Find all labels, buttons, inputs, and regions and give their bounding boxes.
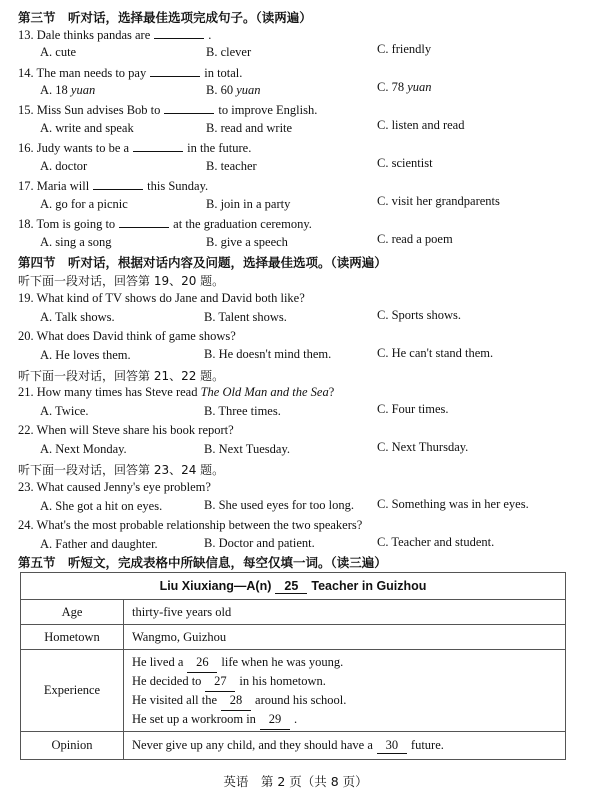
section4-intro-3: 听下面一段对话，回答第 23、24 题。: [18, 463, 225, 477]
question-19: 19. What kind of TV shows do Jane and David both like?: [18, 291, 305, 305]
blank-27: 27: [205, 672, 235, 692]
q24-option-c: C. Teacher and student.: [377, 535, 495, 549]
q16-option-b: B. teacher: [206, 159, 257, 173]
section4-title: 第四节 听对话，根据对话内容及问题，选择最佳选项。（读两遍）: [18, 255, 387, 270]
q15-option-c: C. listen and read: [377, 118, 465, 132]
info-table: [20, 572, 566, 760]
q23-option-b: B. She used eyes for too long.: [204, 498, 354, 512]
age-label: Age: [21, 600, 124, 625]
section4-intro-1: 听下面一段对话，回答第 19、20 题。: [18, 274, 225, 288]
experience-line-4: He set up a workroom in 29 .: [132, 710, 565, 729]
q18-option-a: A. sing a song: [40, 235, 112, 249]
question-17: 17. Maria will this Sunday.: [18, 179, 209, 193]
section5-title: 第五节 听短文，完成表格中所缺信息，每空仅填一词。（读三遍）: [18, 555, 387, 570]
blank-25: 25: [275, 579, 307, 594]
q22-option-a: A. Next Monday.: [40, 442, 127, 456]
question-24: 24. What's the most probable relationship between the two speakers?: [18, 518, 363, 532]
q21-option-b: B. Three times.: [204, 404, 281, 418]
question-22: 22. When will Steve share his book report?: [18, 423, 234, 437]
age-value: thirty-five years old: [124, 600, 566, 625]
section3-title: 第三节 听对话，选择最佳选项完成句子。（读两遍）: [18, 10, 312, 25]
table-title: Liu Xiuxiang—A(n) 25 Teacher in Guizhou: [21, 573, 566, 600]
q20-option-a: A. He loves them.: [40, 348, 131, 362]
blank-29: 29: [260, 710, 290, 730]
q22-option-c: C. Next Thursday.: [377, 440, 469, 454]
experience-label: Experience: [21, 650, 124, 732]
q15-option-a: A. write and speak: [40, 121, 134, 135]
experience-line-1: He lived a 26 life when he was young.: [132, 653, 565, 672]
experience-value: [124, 650, 566, 732]
question-15: 15. Miss Sun advises Bob to to improve English.: [18, 103, 318, 117]
q24-option-b: B. Doctor and patient.: [204, 536, 315, 550]
q23-option-a: A. She got a hit on eyes.: [40, 499, 163, 513]
experience-line-3: He visited all the 28 around his school.: [132, 691, 565, 710]
q23-option-c: C. Something was in her eyes.: [377, 497, 529, 511]
q24-option-a: A. Father and daughter.: [40, 537, 158, 551]
q16-option-c: C. scientist: [377, 156, 433, 170]
q15-option-b: B. read and write: [206, 121, 293, 135]
q16-option-a: A. doctor: [40, 159, 88, 173]
q13-option-a: A. cute: [40, 45, 77, 59]
q21-option-a: A. Twice.: [40, 404, 89, 418]
hometown-value: Wangmo, Guizhou: [124, 625, 566, 650]
q20-option-b: B. He doesn't mind them.: [204, 347, 332, 361]
page-footer: 英语 第 2 页（共 8 页）: [223, 774, 368, 789]
q18-option-c: C. read a poem: [377, 232, 453, 246]
question-21: 21. How many times has Steve read The Old Man and the Sea?: [18, 385, 335, 399]
q17-option-b: B. join in a party: [206, 197, 291, 211]
q13-option-c: C. friendly: [377, 42, 432, 56]
q21-option-c: C. Four times.: [377, 402, 449, 416]
opinion-value: Never give up any child, and they should have a 30 future.: [124, 732, 566, 760]
q18-option-b: B. give a speech: [206, 235, 288, 249]
question-23: 23. What caused Jenny's eye problem?: [18, 480, 211, 494]
q20-option-c: C. He can't stand them.: [377, 346, 494, 360]
question-14: 14. The man needs to pay in total.: [18, 66, 243, 80]
experience-line-2: He decided to 27 in his hometown.: [132, 672, 565, 691]
q19-option-a: A. Talk shows.: [40, 310, 115, 324]
q13-option-b: B. clever: [206, 45, 252, 59]
q19-option-b: B. Talent shows.: [204, 310, 287, 324]
q17-option-c: C. visit her grandparents: [377, 194, 500, 208]
question-16: 16. Judy wants to be a in the future.: [18, 141, 252, 155]
question-20: 20. What does David think of game shows?: [18, 329, 236, 343]
blank-30: 30: [377, 738, 407, 754]
q14-option-a: A. 18 yuan: [40, 83, 96, 97]
question-18: 18. Tom is going to at the graduation ceremony.: [18, 217, 312, 231]
q14-option-c: C. 78 yuan: [377, 80, 432, 94]
q19-option-c: C. Sports shows.: [377, 308, 462, 322]
blank-26: 26: [187, 653, 217, 673]
q17-option-a: A. go for a picnic: [40, 197, 128, 211]
q22-option-b: B. Next Tuesday.: [204, 442, 291, 456]
blank-28: 28: [221, 691, 251, 711]
question-13: 13. Dale thinks pandas are .: [18, 28, 212, 42]
opinion-label: Opinion: [21, 732, 124, 760]
hometown-label: Hometown: [21, 625, 124, 650]
q14-option-b: B. 60 yuan: [206, 83, 261, 97]
section4-intro-2: 听下面一段对话，回答第 21、22 题。: [18, 369, 225, 383]
